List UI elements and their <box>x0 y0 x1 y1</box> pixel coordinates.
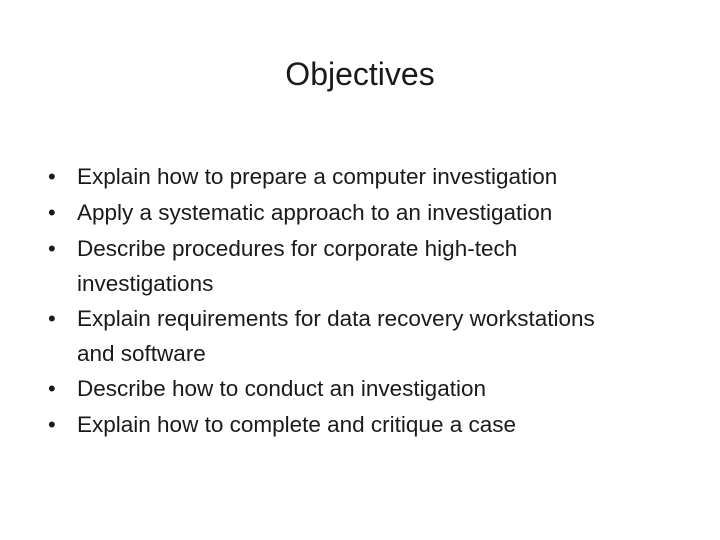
list-item-text: Explain how to complete and critique a case <box>77 412 517 437</box>
list-item-text: Describe how to conduct an investigation <box>77 376 486 401</box>
bullet-icon: • <box>48 164 56 189</box>
bullet-icon: • <box>48 306 56 331</box>
list-item-text: Explain how to prepare a computer investigation <box>77 164 558 189</box>
bullet-icon: • <box>48 200 56 225</box>
list-item <box>48 407 688 443</box>
list-item <box>48 159 688 195</box>
list-item <box>48 231 637 301</box>
list-item <box>48 301 637 371</box>
bullet-icon: • <box>48 412 56 437</box>
slide-title: Objectives <box>285 56 435 92</box>
list-item <box>48 195 688 231</box>
list-item-text: Explain requirements for data recovery workstations and software <box>77 306 595 366</box>
objectives-list <box>48 159 688 443</box>
list-item-text: Describe procedures for corporate high-tech investigations <box>77 236 518 296</box>
bullet-icon: • <box>48 236 56 261</box>
bullet-icon: • <box>48 376 56 401</box>
list-item-text: Apply a systematic approach to an investigation <box>77 200 553 225</box>
list-item <box>48 371 688 407</box>
